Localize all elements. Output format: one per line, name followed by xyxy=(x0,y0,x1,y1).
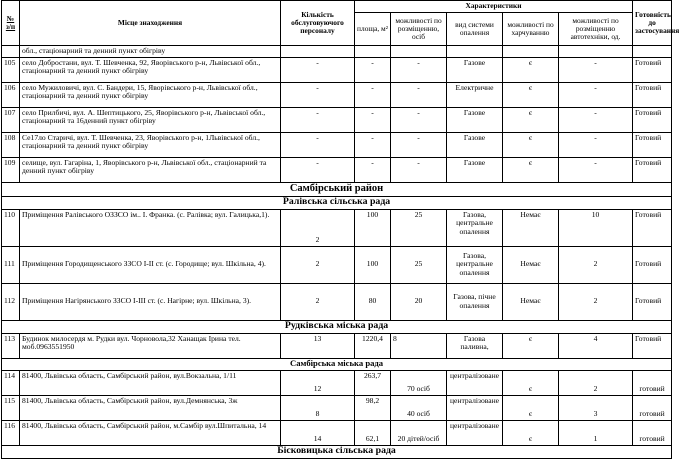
row-capacity: - xyxy=(391,107,447,132)
row-area: 1220,4 xyxy=(355,333,391,358)
header-food: можливості по харчуванню xyxy=(503,13,559,46)
council-title-ralivka: Ралівська сільська рада xyxy=(2,196,672,209)
row-area: - xyxy=(355,82,391,107)
row-staff: - xyxy=(281,107,355,132)
council-row xyxy=(2,320,672,333)
row-autotech: - xyxy=(559,57,633,82)
row-capacity: - xyxy=(391,132,447,157)
row-location: селище, вул. Гагаріна, 1, Яворівського р-н, Львівської обл., стаціонарний та денний пункт обігріву xyxy=(20,157,281,182)
row-autotech: - xyxy=(559,132,633,157)
table-row xyxy=(2,283,672,320)
row-area: - xyxy=(355,57,391,82)
row-autotech: - xyxy=(559,157,633,182)
header-heating: вид системи опалення xyxy=(447,13,503,46)
council-row xyxy=(2,196,672,209)
row-location: село Прилбичі, вул. А. Шептицького, 25, Яворівського р-н, Львівської обл., стаціонарний та 16денний пункт обігріву xyxy=(20,107,281,132)
row-capacity: 8 xyxy=(391,333,447,358)
row-autotech: 10 xyxy=(559,209,633,246)
row-no: 112 xyxy=(2,283,20,320)
header-autotech: можливості по розміщенню автотехніки, од. xyxy=(559,13,633,46)
row-staff: 12 xyxy=(281,370,355,395)
row-food: є xyxy=(503,82,559,107)
row-capacity: 40 осіб xyxy=(391,395,447,420)
row-autotech: 2 xyxy=(559,283,633,320)
row-food: є xyxy=(503,107,559,132)
row-staff: 2 xyxy=(281,283,355,320)
row-autotech: - xyxy=(559,82,633,107)
row-ready: готовий xyxy=(633,395,672,420)
header-location: Місце знаходження xyxy=(20,1,281,46)
row-ready: Готовий xyxy=(633,157,672,182)
row-autotech: 2 xyxy=(559,370,633,395)
row-no: 111 xyxy=(2,246,20,283)
row-ready: Готовий xyxy=(633,107,672,132)
row-area: 100 xyxy=(355,246,391,283)
row-ready: готовий xyxy=(633,420,672,445)
row-capacity: 25 xyxy=(391,246,447,283)
row-autotech: 2 xyxy=(559,246,633,283)
table-row xyxy=(2,57,672,82)
row-heating: Газове xyxy=(447,57,503,82)
row-location: село Добростани, вул. Т. Шевченка, 92, Яворівського р-н, Львівської обл., стаціонарний та денний пункт обігріву xyxy=(20,57,281,82)
row-no: 109 xyxy=(2,157,20,182)
row-ready: Готовий xyxy=(633,82,672,107)
row-food: Немає xyxy=(503,209,559,246)
row-capacity: 25 xyxy=(391,209,447,246)
table-row xyxy=(2,246,672,283)
continuation-location: обл., стаціонарний та денний пункт обігріву xyxy=(20,46,281,58)
header-capacity: можливості по розміщенню, осіб xyxy=(391,13,447,46)
row-area: 263,7 xyxy=(355,370,391,395)
row-area: 62,1 xyxy=(355,420,391,445)
row-capacity: 20 xyxy=(391,283,447,320)
row-heating: Газове xyxy=(447,157,503,182)
row-staff: 8 xyxy=(281,395,355,420)
row-area: 98,2 xyxy=(355,395,391,420)
header-staff: Кількість обслуговуючого персоналу xyxy=(281,1,355,46)
council-title-biskovychi: Бісковицька сільська рада xyxy=(2,445,672,458)
row-staff: 14 xyxy=(281,420,355,445)
council-title-sambir: Самбірська міська рада xyxy=(2,358,672,370)
table-row xyxy=(2,209,672,246)
row-food: є xyxy=(503,333,559,358)
row-no: 115 xyxy=(2,395,20,420)
row-staff: - xyxy=(281,82,355,107)
table-row xyxy=(2,333,672,358)
continuation-row xyxy=(2,46,672,58)
row-food: Немає xyxy=(503,246,559,283)
row-ready: Готовий xyxy=(633,57,672,82)
row-location: Приміщення Городищенського ЗЗСО І-ІІ ст. (с. Городище; вул. Шкільна, 4). xyxy=(20,246,281,283)
row-food: є xyxy=(503,420,559,445)
row-heating: Газова, центральне опалення xyxy=(447,246,503,283)
row-staff: - xyxy=(281,132,355,157)
row-heating: централізоване xyxy=(447,395,503,420)
row-area: - xyxy=(355,157,391,182)
row-heating: централізоване xyxy=(447,370,503,395)
row-autotech: 4 xyxy=(559,333,633,358)
row-heating: Газова паливна, xyxy=(447,333,503,358)
row-area: 80 xyxy=(355,283,391,320)
table-row xyxy=(2,370,672,395)
row-autotech: 1 xyxy=(559,420,633,445)
row-autotech: - xyxy=(559,107,633,132)
header-ready: Готовність до застосування xyxy=(633,1,672,46)
header-no: № з/п xyxy=(2,1,20,46)
header-area: площа, м² xyxy=(355,13,391,46)
council-title-rudky: Рудківська міська рада xyxy=(2,320,672,333)
row-food: є xyxy=(503,395,559,420)
row-area: - xyxy=(355,107,391,132)
row-food: є xyxy=(503,132,559,157)
row-heating: Газова, центральне опалення xyxy=(447,209,503,246)
row-location: Будинок милосердя м. Рудки вул. Чорновола,32 Ханащак Ірина тел. моб.0963551950 xyxy=(20,333,281,358)
table-row xyxy=(2,132,672,157)
row-area: 100 xyxy=(355,209,391,246)
table-row xyxy=(2,82,672,107)
row-no: 107 xyxy=(2,107,20,132)
row-no: 106 xyxy=(2,82,20,107)
row-location: Приміщення Ралівського ОЗЗСО ім.. І. Франка. (с. Ралівка; вул. Галицька,1). xyxy=(20,209,281,246)
row-autotech: 3 xyxy=(559,395,633,420)
row-location: 81400, Львівська область, Самбірський район, вул.Вокзальна, 1/11 xyxy=(20,370,281,395)
row-capacity: - xyxy=(391,157,447,182)
row-location: село Мужиловичі, вул. С. Бандери, 15, Яворівського р-н, Львівської обл., стаціонарний та денний пункт обігріву xyxy=(20,82,281,107)
row-ready: Готовий xyxy=(633,333,672,358)
row-staff: 13 xyxy=(281,333,355,358)
row-no: 116 xyxy=(2,420,20,445)
row-staff: 2 xyxy=(281,209,355,246)
row-no: 105 xyxy=(2,57,20,82)
row-food: Немає xyxy=(503,283,559,320)
row-capacity: - xyxy=(391,57,447,82)
row-no: 108 xyxy=(2,132,20,157)
header-characteristics: Характеристики xyxy=(355,1,633,13)
row-heating: Газове xyxy=(447,107,503,132)
row-location: 81400, Львівська область, Самбірський район, вул.Демнянська, 3ж xyxy=(20,395,281,420)
row-location: Се17ло Старичі, вул. Т. Шевченка, 23, Яворівського р-н, 1Львівської обл., стаціонарний та денний пункт обігріву xyxy=(20,132,281,157)
row-ready: готовий xyxy=(633,370,672,395)
table-row xyxy=(2,157,672,182)
row-ready: Готовий xyxy=(633,246,672,283)
row-heating: централізоване xyxy=(447,420,503,445)
council-row xyxy=(2,445,672,458)
row-no: 114 xyxy=(2,370,20,395)
row-heating: Електричне xyxy=(447,82,503,107)
district-title: Самбірський район xyxy=(2,182,672,196)
row-staff: - xyxy=(281,57,355,82)
row-heating: Газове xyxy=(447,132,503,157)
row-ready: Готовий xyxy=(633,132,672,157)
row-food: є xyxy=(503,57,559,82)
row-location: 81400, Львівська область, Самбірський район, м.Самбір вул.Шпитальна, 14 xyxy=(20,420,281,445)
shelters-table xyxy=(1,0,679,459)
row-staff: - xyxy=(281,157,355,182)
row-no: 110 xyxy=(2,209,20,246)
row-food: є xyxy=(503,370,559,395)
row-food: є xyxy=(503,157,559,182)
council-row xyxy=(2,358,672,370)
header-row-1 xyxy=(2,1,672,13)
row-capacity: - xyxy=(391,82,447,107)
row-location: Приміщення Нагірянського ЗЗСО І-ІІІ ст. (с. Нагірне; вул. Шкільна, 3). xyxy=(20,283,281,320)
row-staff: 2 xyxy=(281,246,355,283)
district-row xyxy=(2,182,672,196)
row-heating: Газова, пічне опалення xyxy=(447,283,503,320)
row-no: 113 xyxy=(2,333,20,358)
row-ready: Готовий xyxy=(633,283,672,320)
row-capacity: 20 дітей/осіб xyxy=(391,420,447,445)
row-ready: Готовий xyxy=(633,209,672,246)
row-area: - xyxy=(355,132,391,157)
table-row xyxy=(2,107,672,132)
table-row xyxy=(2,395,672,420)
table-row xyxy=(2,420,672,445)
row-capacity: 70 осіб xyxy=(391,370,447,395)
